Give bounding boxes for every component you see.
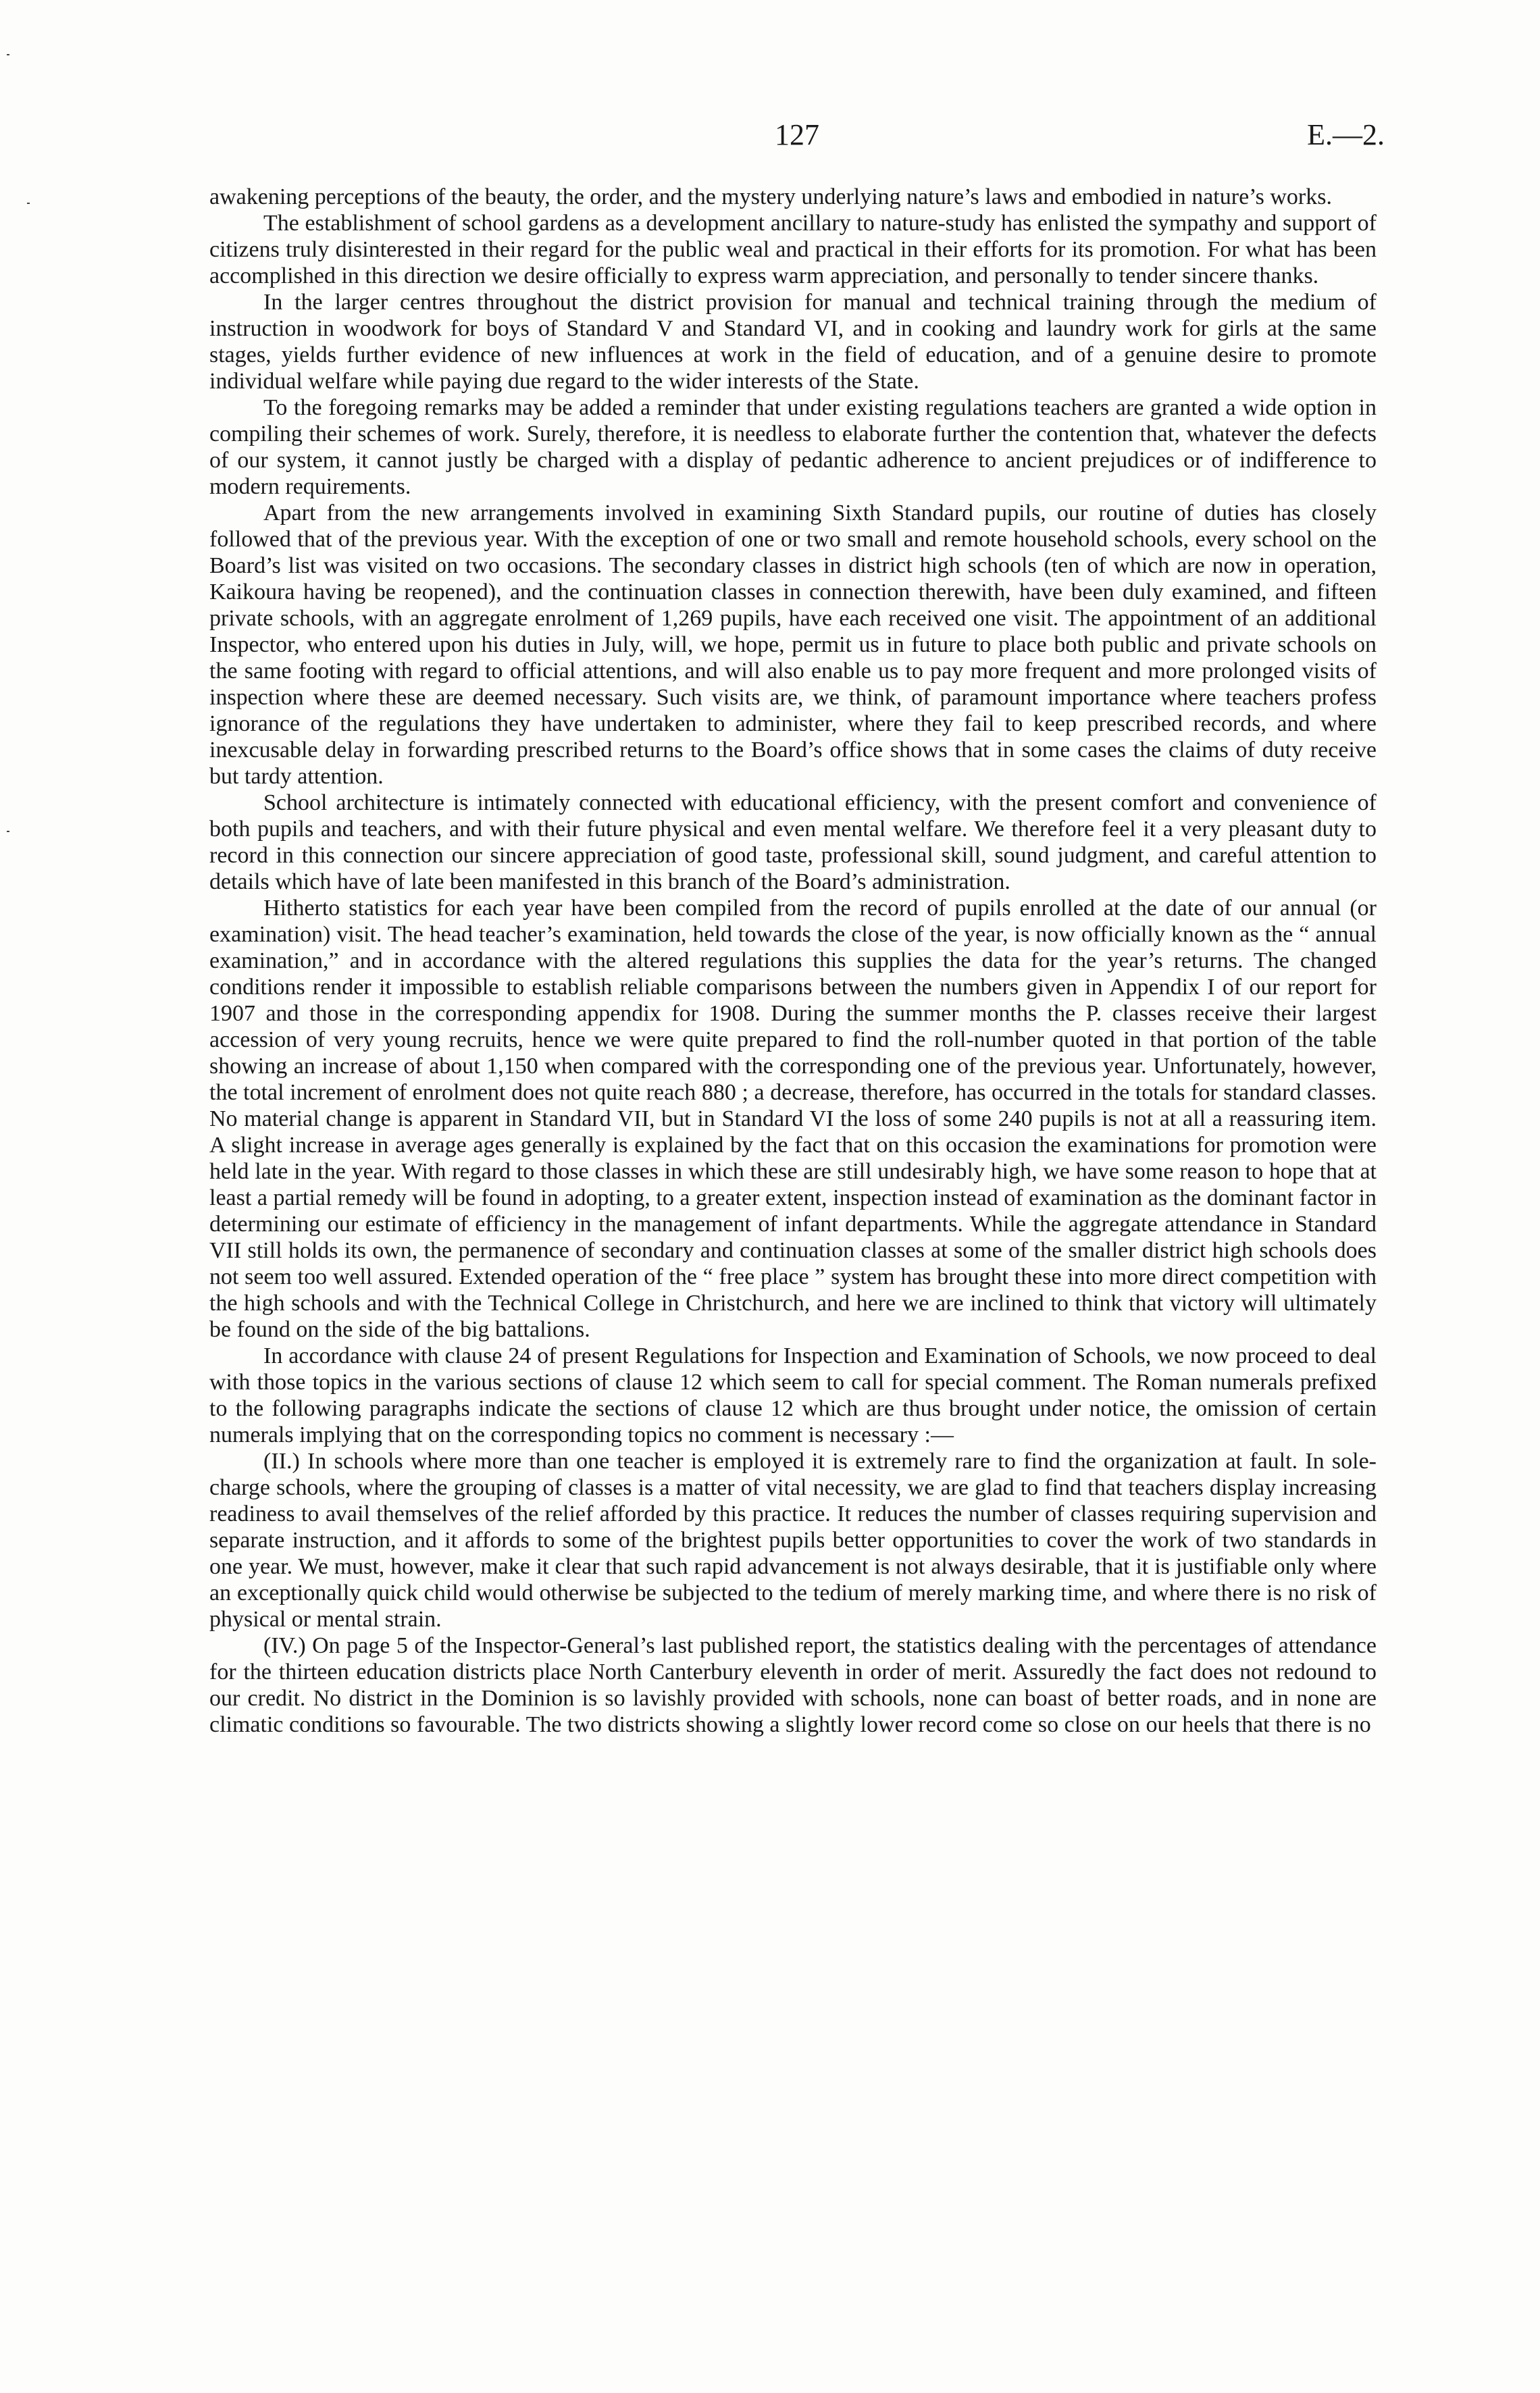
scan-mark bbox=[27, 203, 30, 204]
paragraph: Apart from the new arrangements involved in examining Sixth Standard pupils, our routine of duties has closely followed that of the previous year. With the exception of one or two small and remote household schools, every school on the Board’s list was visited on two occasions. The secondary classes in district high schools (ten of which are now in operation, Kaikoura having be reopened), and the continuation classes in connection therewith, have been duly examined, and fifteen private schools, with an aggregate enrolment of 1,269 pupils, have each received one visit. The appointment of an additional Inspector, who entered upon his duties in July, will, we hope, permit us in future to place both public and private schools on the same footing with regard to official attentions, and will also enable us to pay more frequent and more prolonged visits of inspection where these are deemed necessary. Such visits are, we think, of paramount importance where teachers profess ignorance of the regulations they have undertaken to administer, where they fail to keep prescribed records, and where inexcusable delay in forwarding prescribed returns to the Board’s office shows that in some cases the claims of duty receive but tardy attention. bbox=[209, 500, 1377, 789]
paragraph: Hitherto statistics for each year have been compiled from the record of pupils enrolled at the date of our annual (or examination) visit. The head teacher’s examination, held towards the close of the year, is now officially known as the “ annual examination,” and in accordance with the altered regulations this supplies the data for the year’s returns. The changed conditions render it impossible to establish reliable comparisons between the numbers given in Appendix I of our report for 1907 and those in the corresponding appendix for 1908. During the summer months the P. classes receive their largest accession of very young recruits, hence we were quite prepared to find the roll-number quoted in that portion of the table showing an increase of about 1,150 when compared with the corresponding one of the previous year. Unfortunately, however, the total increment of enrolment does not quite reach 880 ; a decrease, therefore, has occurred in the totals for standard classes. No material change is apparent in Standard VII, but in Standard VI the loss of some 240 pupils is not at all a reassuring item. A slight increase in average ages generally is explained by the fact that on this occasion the examinations for promotion were held late in the year. With regard to those classes in which these are still undesirably high, we have some reason to hope that at least a partial remedy will be found in adopting, to a greater extent, inspection instead of examination as the dominant factor in determining our estimate of efficiency in the management of infant departments. While the aggregate attendance in Standard VII still holds its own, the permanence of secondary and continuation classes at some of the smaller district high schools does not seem too well assured. Extended operation of the “ free place ” system has brought these into more direct competition with the high schools and with the Technical College in Christchurch, and here we are inclined to think that victory will ultimately be found on the side of the big battalions. bbox=[209, 896, 1377, 1342]
body-text bbox=[209, 184, 1377, 1738]
paragraph: In accordance with clause 24 of present Regulations for Inspection and Examination of Schools, we now proceed to deal with those topics in the various sections of clause 12 which seem to call for special comment. The Roman numerals prefixed to the following paragraphs indicate the sections of clause 12 which are thus brought under notice, the omission of certain numerals implying that on the corresponding topics no comment is necessary :— bbox=[209, 1343, 1377, 1447]
paragraph: awakening perceptions of the beauty, the order, and the mystery underlying nature’s laws and embodied in nature’s works. bbox=[209, 184, 1332, 209]
scan-mark bbox=[7, 831, 9, 832]
paragraph: (II.) In schools where more than one teacher is employed it is extremely rare to find the organization at fault. In sole-charge schools, where the grouping of classes is a matter of vital necessity, we are glad to find that teachers display increasing readiness to avail themselves of the relief afforded by this practice. It reduces the number of classes requiring supervision and separate instruction, and it affords to some of the brightest pupils better opportunities to cover the work of two standards in one year. We must, however, make it clear that such rapid advancement is not always desirable, that it is justifiable only where an exceptionally quick child would otherwise be subjected to the tedium of merely marking time, and where there is no risk of physical or mental strain. bbox=[209, 1449, 1377, 1632]
page-header bbox=[209, 115, 1385, 155]
paragraph: (IV.) On page 5 of the Inspector-General’s last published report, the statistics dealing with the percentages of attendance for the thirteen education districts place North Canterbury eleventh in order of merit. Assuredly the fact does not redound to our credit. No district in the Dominion is so lavishly provided with schools, none can boast of better roads, and in none are climatic conditions so favourable. The two districts showing a slightly lower record come so close on our heels that there is no bbox=[209, 1633, 1377, 1737]
paragraph: The establishment of school gardens as a development ancillary to nature-study has enlisted the sympathy and support of citizens truly disinterested in their regard for the public weal and practical in their efforts for its promotion. For what has been accomplished in this direction we desire officially to express warm appreciation, and personally to tender sincere thanks. bbox=[209, 211, 1377, 288]
page-number: 127 bbox=[775, 118, 819, 151]
paragraph: School architecture is intimately connected with educational efficiency, with the present comfort and convenience of both pupils and teachers, and with their future physical and even mental welfare. We therefore feel it a very pleasant duty to record in this connection our sincere appreciation of good taste, professional skill, sound judgment, and careful attention to details which have of late been manifested in this branch of the Board’s administration. bbox=[209, 790, 1377, 894]
report-code: E.—2. bbox=[1307, 118, 1385, 151]
scan-mark bbox=[7, 54, 9, 55]
paragraph: To the foregoing remarks may be added a reminder that under existing regulations teachers are granted a wide option in compiling their schemes of work. Surely, therefore, it is needless to elaborate further the contention that, whatever the defects of our system, it cannot justly be charged with a display of pedantic adherence to ancient prejudices or of indifference to modern requirements. bbox=[209, 395, 1377, 499]
paragraph: In the larger centres throughout the district provision for manual and technical training through the medium of instruction in woodwork for boys of Standard V and Standard VI, and in cooking and laundry work for girls at the same stages, yields further evidence of new influences at work in the field of education, and of a genuine desire to promote individual welfare while paying due regard to the wider interests of the State. bbox=[209, 290, 1377, 394]
